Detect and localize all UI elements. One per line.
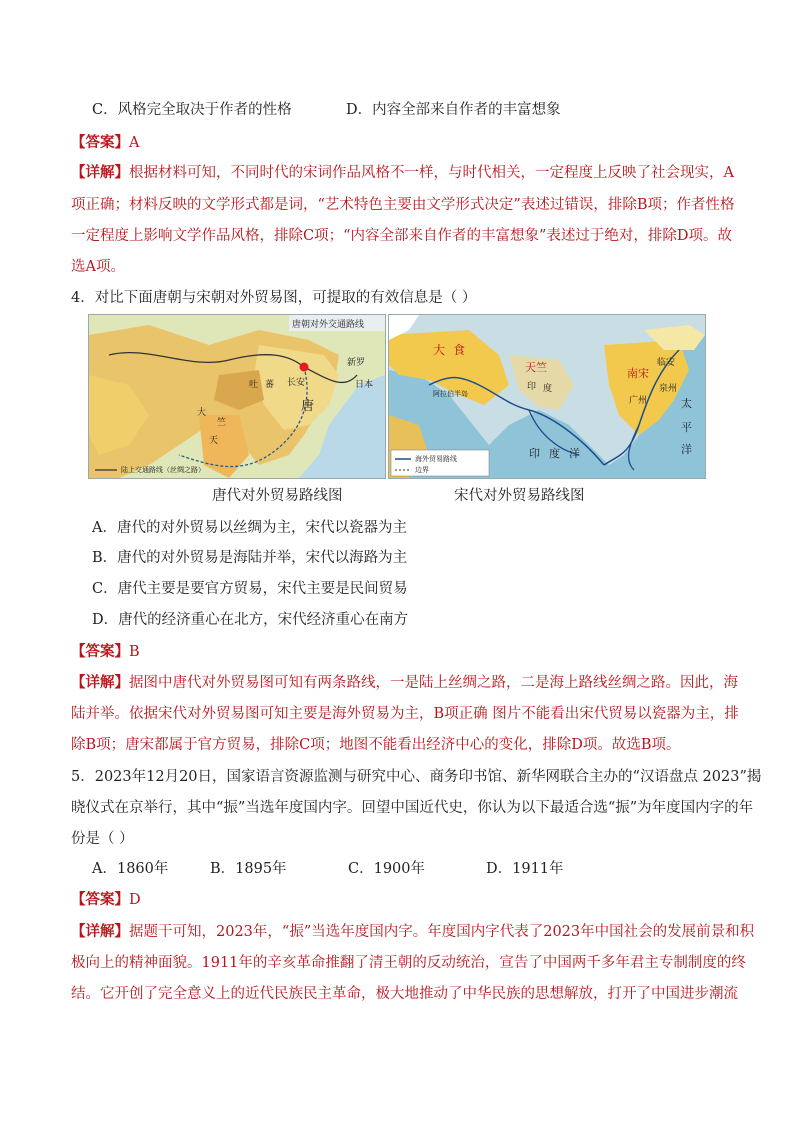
q3-option-d: D．内容全部来自作者的丰富想象 bbox=[346, 102, 561, 118]
q5-stem-line-2: 晓仪式在京举行，其中“振”当选年度国内字。回望中国近代史，你认为以下最适合选“振”为年度国内字的年 bbox=[71, 800, 754, 816]
tang-map-title: 唐朝对外交通路线 bbox=[292, 320, 365, 330]
q3-detail-line-4: 选A项。 bbox=[71, 259, 125, 275]
q4-option-d: D．唐代的经济重心在北方，宋代经济重心在南方 bbox=[92, 612, 409, 628]
tang-map-legend: 陆上交通路线（丝绸之路） bbox=[121, 466, 205, 474]
tang-label-da: 大 bbox=[197, 408, 207, 418]
song-label-quanzhou: 泉州 bbox=[659, 384, 678, 394]
song-label-ocean-yin: 印 bbox=[529, 447, 540, 460]
detail-text: 根据材料可知，不同时代的宋词作品风格不一样，与时代相关，一定程度上反映了社会现实，A bbox=[129, 165, 734, 181]
answer-label: 【答案】 bbox=[71, 891, 129, 908]
q4-stem: 4．对比下面唐朝与宋朝对外贸易图，可提取的有效信息是（ ） bbox=[71, 290, 477, 306]
tang-map-graphic bbox=[89, 315, 385, 478]
song-label-ocean-du: 度 bbox=[549, 447, 560, 460]
answer-value: B bbox=[129, 644, 140, 660]
q5-detail-line-3: 结。它开创了完全意义上的近代民族民主革命，极大地推动了中华民族的思想解放，打开了中国进步潮流 bbox=[71, 986, 738, 1002]
tang-map-caption: 唐代对外贸易路线图 bbox=[212, 488, 343, 504]
detail-label: 【详解】 bbox=[71, 674, 129, 691]
q5-answer bbox=[71, 890, 141, 910]
song-label-pacific-ping: 平 bbox=[681, 421, 692, 434]
q4-option-b: B．唐代的对外贸易是海陆并举，宋代以海路为主 bbox=[92, 550, 408, 566]
q5-detail-line-1 bbox=[71, 922, 754, 942]
tang-label-tang: 唐 bbox=[301, 399, 315, 414]
song-label-ocean-yang: 洋 bbox=[569, 447, 580, 460]
song-label-yin: 印 bbox=[527, 382, 537, 392]
song-trade-map bbox=[388, 314, 706, 479]
q5-detail-line-2: 极向上的精神面貌。1911年的辛亥革命推翻了清王朝的反动统治，宣告了中国两千多年君主专制制度的终 bbox=[71, 955, 746, 971]
q4-detail-line-1 bbox=[71, 673, 738, 693]
q5-option-b: B．1895年 bbox=[210, 861, 287, 877]
q5-option-c: C．1900年 bbox=[348, 861, 425, 877]
tang-label-tu: 吐 bbox=[249, 380, 259, 390]
q5-stem-line-1: 5．2023年12月20日，国家语言资源监测与研究中心、商务印书馆、新华网联合主办的“汉语盘点 2023”揭 bbox=[71, 769, 762, 785]
detail-text: 据图中唐代对外贸易图可知有两条路线，一是陆上丝绸之路，二是海上路线丝绸之路。因此，海 bbox=[129, 675, 738, 691]
answer-label: 【答案】 bbox=[71, 643, 129, 660]
tang-label-zhu: 竺 bbox=[217, 418, 227, 428]
song-label-da: 大 bbox=[433, 343, 446, 357]
q3-detail-line-2: 项正确；材料反映的文学形式都是词，“艺术特色主要由文学形式决定”表述过错误，排除B项；作者性格 bbox=[71, 197, 735, 213]
q4-option-c: C．唐代主要是要官方贸易，宋代主要是民间贸易 bbox=[92, 581, 408, 597]
song-legend-route: 海外贸易路线 bbox=[415, 455, 457, 463]
q3-answer bbox=[71, 133, 139, 153]
song-label-tianzhu: 天竺 bbox=[525, 361, 547, 374]
song-map-caption: 宋代对外贸易路线图 bbox=[454, 488, 585, 504]
q3-detail-line-1 bbox=[71, 163, 734, 183]
tang-label-xinluo: 新罗 bbox=[347, 358, 366, 368]
detail-label: 【详解】 bbox=[71, 164, 129, 181]
q4-detail-line-3: 除B项；唐宋都属于官方贸易，排除C项；地图不能看出经济中心的变化，排除D项。故选B项。 bbox=[71, 737, 681, 753]
q4-option-a: A．唐代的对外贸易以丝绸为主，宋代以瓷器为主 bbox=[92, 520, 407, 536]
answer-label: 【答案】 bbox=[71, 134, 129, 151]
song-label-arabia: 阿拉伯半岛 bbox=[433, 390, 468, 398]
song-label-pacific-tai: 太 bbox=[681, 397, 692, 410]
answer-value: D bbox=[129, 892, 141, 908]
q4-detail-line-2: 陆并举。依据宋代对外贸易图可知主要是海外贸易为主，B项正确 图片不能看出宋代贸易以瓷器为主，排 bbox=[71, 706, 739, 722]
tang-label-tian: 天 bbox=[209, 436, 219, 446]
answer-value: A bbox=[129, 135, 140, 151]
q5-option-a: A．1860年 bbox=[92, 861, 169, 877]
song-label-nansong: 南宋 bbox=[627, 367, 649, 380]
q3-option-c: C．风格完全取决于作者的性格 bbox=[92, 102, 292, 118]
q5-stem-line-3: 份是（ ） bbox=[71, 831, 134, 847]
tang-label-changan: 长安 bbox=[287, 378, 306, 388]
tang-trade-map bbox=[88, 314, 386, 479]
tang-label-riben: 日本 bbox=[355, 380, 374, 390]
song-label-pacific-yang: 洋 bbox=[681, 443, 692, 456]
song-label-guangzhou: 广州 bbox=[629, 396, 648, 406]
song-label-linan: 临安 bbox=[657, 358, 676, 368]
tang-label-bo: 蕃 bbox=[265, 380, 275, 390]
q4-answer bbox=[71, 642, 140, 662]
song-legend-border: 边界 bbox=[415, 466, 429, 474]
q3-detail-line-3: 一定程度上影响文学作品风格，排除C项；“内容全部来自作者的丰富想象”表述过于绝对，排除D项。故 bbox=[71, 228, 733, 244]
detail-text: 据题干可知，2023年，“振”当选年度国内字。年度国内字代表了2023年中国社会的发展前景和积 bbox=[129, 924, 755, 940]
q5-option-d: D．1911年 bbox=[486, 861, 564, 877]
detail-label: 【详解】 bbox=[71, 923, 129, 940]
song-label-shi: 食 bbox=[453, 343, 466, 357]
song-label-du: 度 bbox=[543, 384, 553, 394]
